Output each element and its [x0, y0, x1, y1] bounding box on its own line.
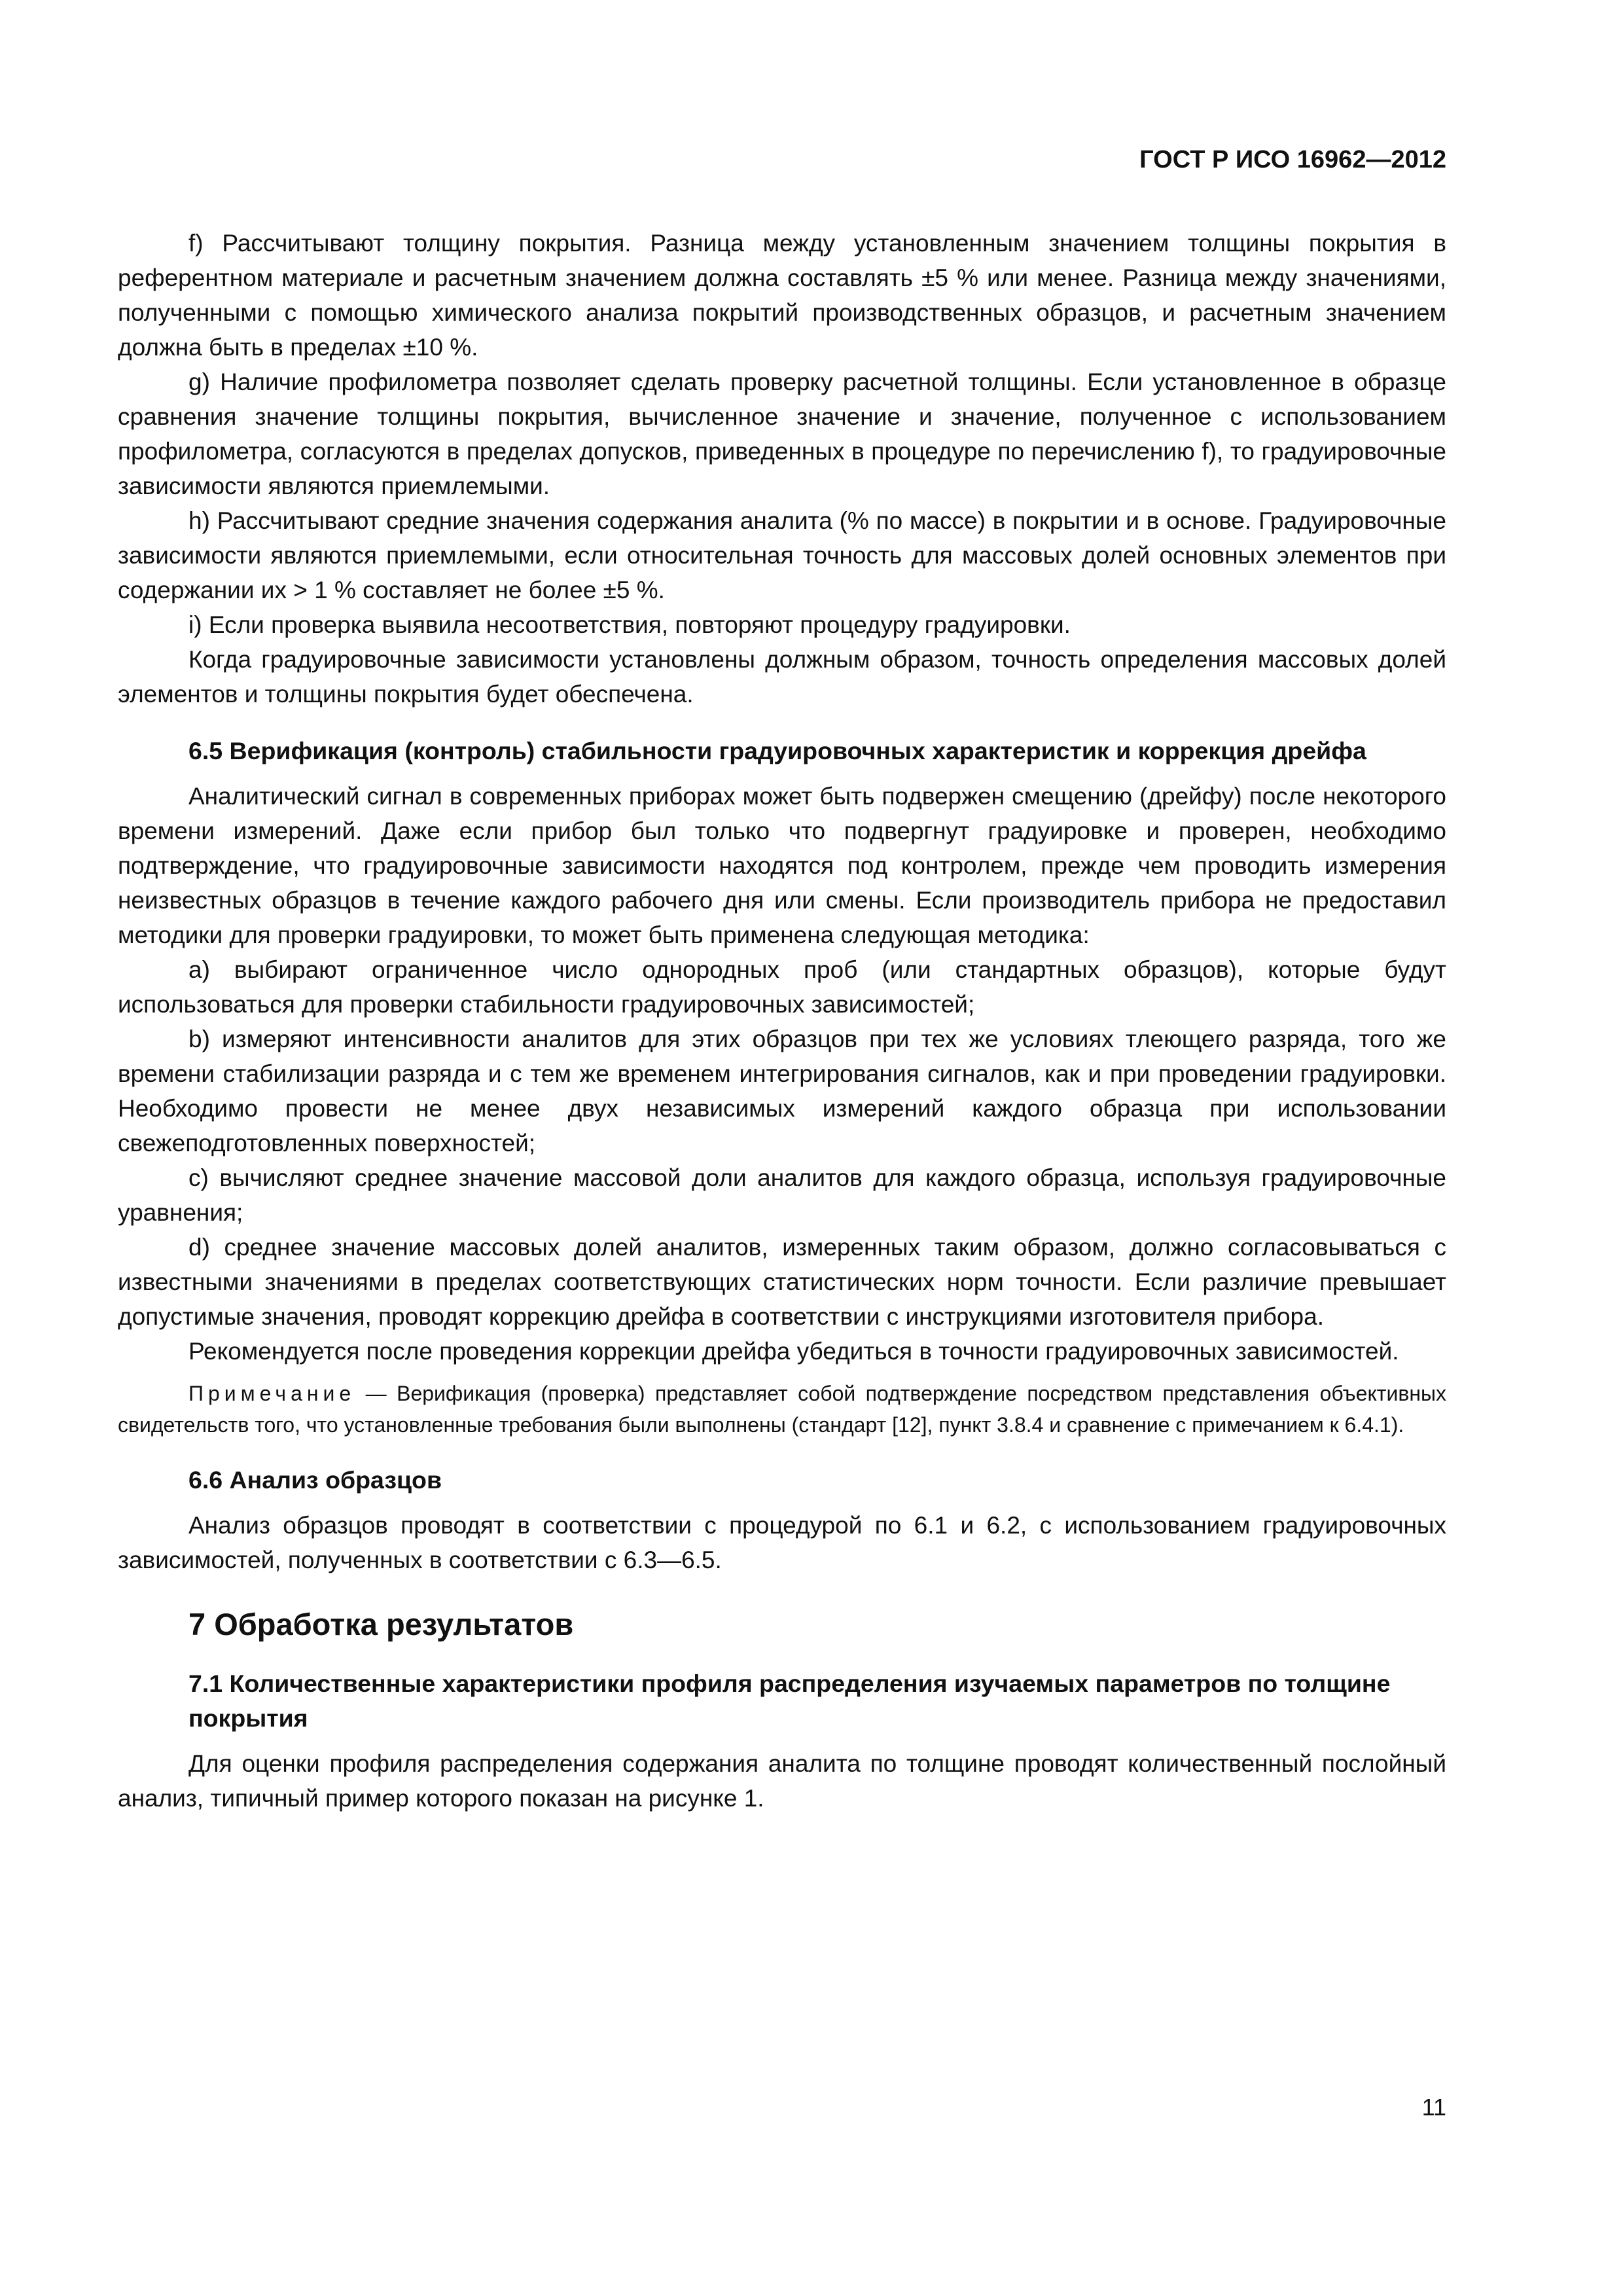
section-6-5-item-a: a) выбирают ограниченное число однородных проб (или стандартных образцов), которые будут использоваться для проверки стабильности градуировочных зависимостей; — [118, 956, 1446, 1018]
section-7-1-paragraph: Для оценки профиля распределения содержания аналита по толщине проводят количественный послойный анализ, типичный пример которого показан на рисунке 1. — [118, 1750, 1446, 1812]
note-label: Примечание — [188, 1382, 356, 1405]
section-6-5-heading: 6.5 Верификация (контроль) стабильности градуировочных характеристик и коррекция дрейфа — [188, 737, 1366, 764]
section-7-heading: 7 Обработка результатов — [188, 1607, 574, 1641]
section-6-5-item-d: d) среднее значение массовых долей аналитов, измеренных таким образом, должно согласовываться с известными значениями в пределах соответствующих статистических норм точности. Если различие превышает допустимые значения, проводят коррекцию дрейфа в соответствии с инструкциями изготовителя прибора. — [118, 1234, 1446, 1330]
section-6-5-recommendation: Рекомендуется после проведения коррекции дрейфа убедиться в точности градуировочных зависимостей. — [188, 1338, 1399, 1365]
page-number: 11 — [1421, 2094, 1446, 2121]
standard-header: ГОСТ Р ИСО 16962—2012 — [1139, 146, 1446, 173]
document-body — [118, 226, 1446, 1816]
section-6-6-paragraph: Анализ образцов проводят в соответствии с процедурой по 6.1 и 6.2, с использованием градуировочных зависимостей, полученных в соответствии с 6.3—6.5. — [118, 1512, 1446, 1573]
section-7-1-heading: 7.1 Количественные характеристики профиля распределения изучаемых параметров по толщине покрытия — [188, 1670, 1391, 1732]
paragraph-i: i) Если проверка выявила несоответствия, повторяют процедуру градуировки. — [188, 611, 1071, 638]
section-6-5-note — [118, 1378, 1446, 1441]
section-6-5-item-b: b) измеряют интенсивности аналитов для этих образцов при тех же условиях тлеющего разряда, того же времени стабилизации разряда и с тем же временем интегрирования сигналов, как и при проведении градуировки. Необходимо провести не менее двух независимых измерений каждого образца при использовании свежеподготовленных поверхностей; — [118, 1026, 1446, 1157]
section-6-5-intro: Аналитический сигнал в современных приборах может быть подвержен смещению (дрейфу) после некоторого времени измерений. Даже если прибор был только что подвергнут градуировке и проверен, необходимо подтверждение, что градуировочные зависимости находятся под контролем, прежде чем проводить измерения неизвестных образцов в течение каждого рабочего дня или смены. Если производитель прибора не предоставил методики для проверки градуировки, то может быть применена следующая методика: — [118, 783, 1446, 948]
note-text: — Верификация (проверка) представляет собой подтверждение посредством представления объективных свидетельств того, что установленные требования были выполнены (стандарт [12], пункт 3.8.4 и сравнение с примечанием к 6.4.1). — [118, 1382, 1446, 1437]
section-6-5-item-c: c) вычисляют среднее значение массовой доли аналитов для каждого образца, используя градуировочные уравнения; — [118, 1164, 1446, 1226]
paragraph-g: g) Наличие профилометра позволяет сделать проверку расчетной толщины. Если установленное в образце сравнения значение толщины покрытия, вычисленное значение и значение, полученное с использованием профилометра, согласуются в пределах допусков, приведенных в процедуре по перечислению f), то градуировочные зависимости являются приемлемыми. — [118, 368, 1446, 499]
paragraph-calibration-summary: Когда градуировочные зависимости установлены должным образом, точность определения массовых долей элементов и толщины покрытия будет обеспечена. — [118, 646, 1446, 708]
paragraph-f: f) Рассчитывают толщину покрытия. Разница между установленным значением толщины покрытия в референтном материале и расчетным значением должна составлять ±5 % или менее. Разница между значениями, полученными с помощью химического анализа покрытий производственных образцов, и расчетным значением должна быть в пределах ±10 %. — [118, 230, 1446, 361]
section-6-6-heading: 6.6 Анализ образцов — [188, 1466, 442, 1494]
paragraph-h: h) Рассчитывают средние значения содержания аналита (% по массе) в покрытии и в основе. Градуировочные зависимости являются приемлемыми, если относительная точность для массовых долей основных элементов при содержании их > 1 % составляет не более ±5 %. — [118, 507, 1446, 603]
